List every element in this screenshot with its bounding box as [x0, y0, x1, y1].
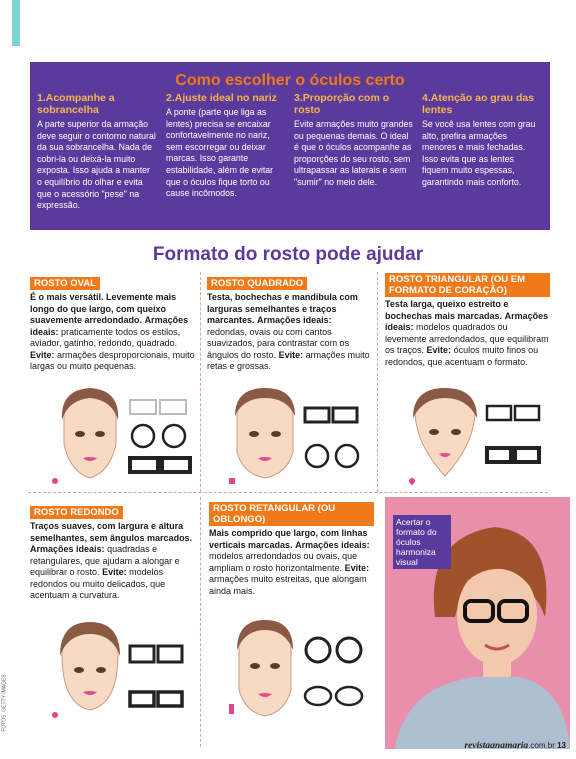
round-marker-icon — [52, 712, 58, 718]
magazine-domain: .com.br — [528, 741, 555, 750]
face-card-oval — [30, 273, 195, 373]
divider — [28, 492, 548, 493]
face-card-square — [207, 273, 372, 373]
round-face-illustration — [50, 620, 195, 720]
tip-4-heading: 4.Atenção ao grau das lentes — [422, 92, 535, 116]
face-tag: ROSTO TRIANGULAR (OU EM FORMATO DE CORAÇÃO) — [385, 273, 550, 297]
oval-marker-icon — [52, 478, 58, 484]
tip-3-heading: 3.Proporção com o rosto — [294, 92, 390, 116]
photo-caption: Acertar o formato do óculos harmoniza visual — [393, 515, 451, 569]
tip-1 — [37, 92, 157, 212]
face-card-rectangular — [209, 502, 374, 597]
magazine-name: revistaanamaria — [464, 741, 529, 751]
rectangular-face-illustration — [225, 620, 370, 720]
teal-bar — [12, 0, 20, 46]
divider — [377, 272, 378, 492]
page-footer — [464, 741, 566, 751]
divider — [200, 272, 201, 492]
face-description: Traços suaves, com largura e altura semelhantes, sem ângulos marcados. Armações ideais: quadradas e retangulares, que ajudam a alongar e equilibrar o rosto. Evite: modelos redondos ou muito delicados, que acentuam a curvatura. — [30, 521, 193, 600]
tip-3 — [294, 92, 414, 189]
face-card-round — [30, 502, 195, 602]
face-card-triangular — [385, 273, 550, 368]
tip-1-text: A parte superior da armação deve seguir o contorno natural da sua sobrancelha. Nada de cobri-la ou deixá-la muito exposta. Isso ajuda a manter o equilíbrio do olhar e evita que o acessório "pese" na expressão. — [37, 119, 156, 211]
face-description: Testa, bochechas e mandíbula com larguras semelhantes e traços marcantes. Armações ideais: redondas, ovais ou com cantos suavizados, para contrastar com os ângulos do rosto. Evite: armações muito retas e grossas. — [207, 292, 370, 371]
photo-credit: FOTOS: GETTY IMAGES — [1, 674, 8, 732]
woman-glasses-photo — [385, 497, 570, 749]
tip-2-text: A ponte (parte que liga as lentes) precisa se encaixar confortavelmente no nariz, sem escorregar ou deixar marcas. Isso garante estabilidade, além de evitar que o óculos fique torto ou cause incômodos. — [166, 107, 274, 199]
tip-4 — [422, 92, 542, 189]
tip-2 — [166, 92, 286, 200]
face-description: Testa larga, queixo estreito e bochechas mais marcadas. Armações ideais: modelos quadrados ou levemente arredondados, que equilibram os traços. Evite: óculos muito finos ou redondos, que acentuam o formato. — [385, 299, 549, 367]
top-strip — [0, 0, 576, 46]
face-description: É o mais versátil. Levemente mais longo do que largo, com queixo suavemente arredondado. Armações ideais: praticamente todos os estilos, aviador, gatinho, redondo, quadrado. Evite: armações desproporcionais, muito largas ou muito pequenas. — [30, 292, 195, 371]
tips-box — [30, 62, 550, 230]
face-description: Mais comprido que largo, com linhas verticais marcadas. Armações ideais: modelos arredondados ou ovais, que ampliam o rosto horizontalmente. Evite: armações muito estreitas, que alongam ainda mais. — [209, 528, 370, 596]
square-face-illustration — [225, 386, 370, 486]
tip-2-heading: 2.Ajuste ideal no nariz — [166, 92, 277, 104]
tip-4-text: Se você usa lentes com grau alto, prefira armações menores e mais fechadas. Isso evita que as lentes fiquem muito espessas, garantindo mais conforto. — [422, 119, 536, 187]
oval-face-illustration — [50, 386, 195, 486]
tip-3-text: Evite armações muito grandes ou pequenas demais. O ideal é que o óculos acompanhe as proporções do seu rosto, sem ultrapassar as laterais e sem "sumir" no meio dele. — [294, 119, 413, 187]
face-tag: ROSTO OVAL — [30, 277, 100, 290]
triangular-face-illustration — [405, 386, 550, 486]
divider — [200, 497, 201, 747]
face-tag: ROSTO QUADRADO — [207, 277, 307, 290]
square-marker-icon — [229, 478, 235, 484]
tips-title: Como escolher o óculos certo — [175, 72, 405, 89]
page-number: 13 — [557, 741, 566, 750]
rectangle-marker-icon — [229, 704, 234, 714]
tip-1-heading: 1.Acompanhe a sobrancelha — [37, 92, 115, 116]
face-tag: ROSTO REDONDO — [30, 506, 123, 519]
face-tag: ROSTO RETANGULAR (OU OBLONGO) — [209, 502, 374, 526]
section-title: Formato do rosto pode ajudar — [152, 244, 424, 265]
